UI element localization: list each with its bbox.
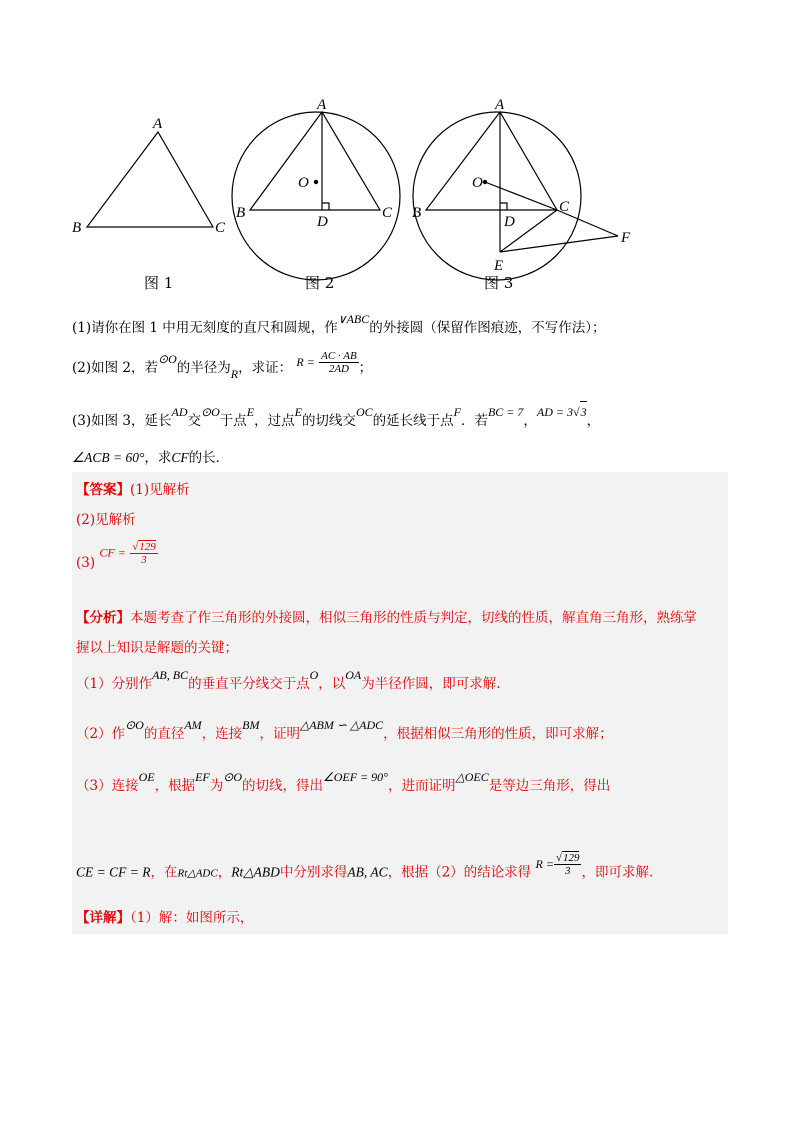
proof-fraction: $\frac{AC \cdot AB}{2AD}$ xyxy=(321,350,357,375)
fig2-circle xyxy=(232,112,400,280)
answer-tag: 【答案】 xyxy=(76,482,130,498)
fig2-label-o: O xyxy=(298,175,309,191)
fig3-label-f: F xyxy=(621,230,631,246)
analysis-step-3-cont: CE = CF = R，在Rt△ADC，Rt△ABD中分别求得AB, AC，根据（2）的结论求得 R = $\frac{√129}{3}$ ，即可求解. xyxy=(76,852,654,881)
fig1-caption: 图 1 xyxy=(144,274,174,292)
question-part-3-cont: ∠ACB = 60°，求CF的长． xyxy=(72,450,230,466)
radius-fraction: $\frac{√129}{3}$ xyxy=(555,852,580,877)
detail-tag: 【详解】 xyxy=(76,910,130,926)
fig3-circle xyxy=(413,112,581,280)
answer-line-1: 【答案】(1)见解析 xyxy=(76,482,190,498)
fig2-label-a: A xyxy=(317,97,327,113)
analysis-step-3: （3）连接OE，根据EF为⊙O的切线，得出∠OEF = 90°，进而证明△OEC是等边三角形，得出 xyxy=(76,770,611,794)
fig3-label-o: O xyxy=(472,175,483,191)
fig3-center-dot xyxy=(483,180,487,184)
answer-fraction: $\frac{√129}{3}$ xyxy=(132,541,156,566)
analysis-tag: 【分析】 xyxy=(76,610,130,626)
fig2-label-d: D xyxy=(317,214,328,230)
analysis-step-1: （1）分别作AB, BC的垂直平分线交于点O，以OA为半径作圆，即可求解. xyxy=(76,668,501,692)
fig2-label-c: C xyxy=(382,205,393,221)
fig1-label-a: A xyxy=(153,116,163,132)
fig3-oc-line xyxy=(485,182,557,210)
analysis-line-1: 【分析】本题考查了作三角形的外接圆，相似三角形的性质与判定，切线的性质，解直角三角形，熟练掌 xyxy=(76,610,697,626)
geometry-figures xyxy=(60,90,740,300)
fig2-right-angle xyxy=(322,203,329,210)
fig2-center-dot xyxy=(314,180,318,184)
fig3-triangle xyxy=(426,112,557,210)
fig2-caption: 图 2 xyxy=(305,274,335,292)
answer-line-3: (3) CF = $\frac{√129}{3}$ xyxy=(76,541,156,571)
fig2-label-b: B xyxy=(236,205,246,221)
fig3-label-c: C xyxy=(559,199,570,215)
fig3-label-d: D xyxy=(504,214,515,230)
question-part-2: (2)如图 2，若⊙O的半径为R，求证： R = $\frac{AC \cdot AB}{2AD}$ ； xyxy=(72,350,373,381)
answer-line-2: (2)见解析 xyxy=(76,512,136,528)
question-part-1: (1)请你在图 1 中用无刻度的直尺和圆规，作∨ABC的外接圆（保留作图痕迹，不写作法）； xyxy=(72,312,606,336)
fig1-label-c: C xyxy=(215,220,226,236)
analysis-step-2: （2）作⊙O的直径AM，连接BM，证明△ABM ∽ △ADC，根据相似三角形的性质，即可求解； xyxy=(76,718,613,742)
fig3-label-a: A xyxy=(495,97,505,113)
fig1-triangle xyxy=(87,132,213,227)
analysis-line-2: 握以上知识是解题的关键； xyxy=(76,640,238,656)
question-part-3: (3)如图 3，延长AD交⊙O于点E，过点E的切线交OC的延长线于点F．若BC = 7，AD = 3√3， xyxy=(72,410,600,431)
fig3-right-angle xyxy=(500,203,507,210)
fig1-label-b: B xyxy=(72,220,82,236)
fig3-caption: 图 3 xyxy=(484,274,514,292)
triangle-abc: ∨ABC xyxy=(337,312,370,326)
fig3-label-b: B xyxy=(412,205,422,221)
detail-line: 【详解】（1）解：如图所示， xyxy=(76,910,254,926)
figure-panel xyxy=(60,90,740,300)
answer-section xyxy=(72,472,728,934)
fig3-label-e: E xyxy=(494,258,504,274)
